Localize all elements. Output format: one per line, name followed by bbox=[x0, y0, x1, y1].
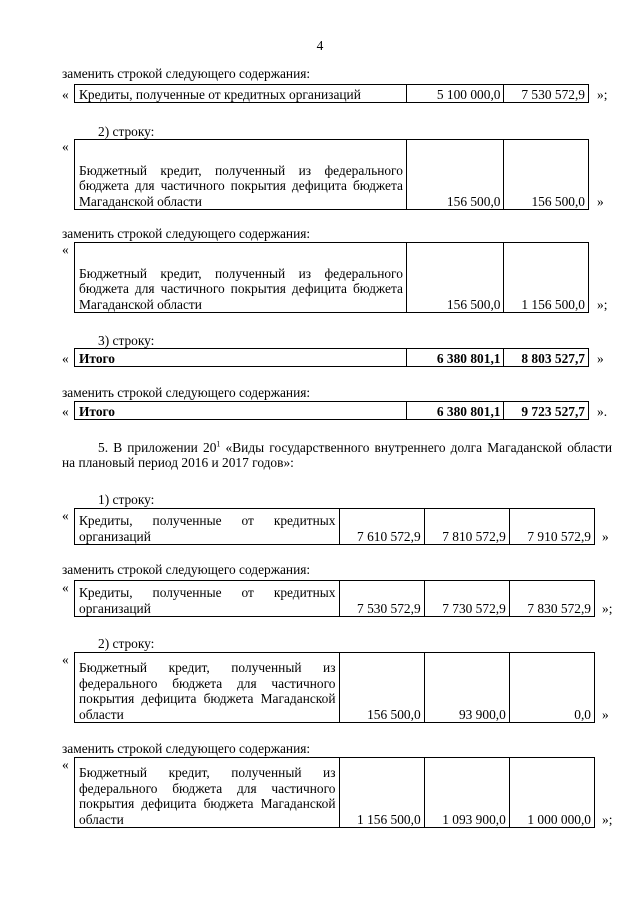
row-label: Кредиты, полученные от кредитных организаций bbox=[75, 85, 407, 103]
row-table bbox=[74, 652, 595, 723]
value-2017-first: 1 093 900,0 bbox=[424, 758, 509, 828]
close-quote: » bbox=[597, 350, 604, 366]
close-quote: » bbox=[597, 193, 604, 209]
open-quote: « bbox=[62, 86, 69, 102]
table-row-total-new bbox=[62, 401, 622, 419]
heading-suffix: «Виды государственного внутреннего долга Магаданской области на плановый период 2016 и 2017 годов»: bbox=[62, 440, 612, 471]
item-heading: 3) строку: bbox=[98, 333, 155, 348]
replace-intro: заменить строкой следующего содержания: bbox=[62, 741, 311, 756]
row-table bbox=[74, 757, 595, 828]
item-heading: 2) строку: bbox=[98, 636, 155, 651]
heading-superscript: 1 bbox=[216, 439, 221, 449]
open-quote: « bbox=[62, 242, 69, 257]
value-2017-first: 93 900,0 bbox=[424, 653, 509, 723]
value-2017-second: 7 910 572,9 bbox=[509, 509, 594, 545]
value-2015-first: 6 380 801,1 bbox=[406, 349, 504, 367]
section-heading bbox=[62, 440, 612, 471]
open-quote: « bbox=[62, 580, 69, 595]
row-table bbox=[74, 508, 595, 545]
table-row-total-old bbox=[62, 348, 622, 366]
table-row-budget-credit-old-2 bbox=[62, 652, 622, 722]
value-2016: 7 610 572,9 bbox=[339, 509, 424, 545]
heading-prefix: 5. В приложении 20 bbox=[98, 440, 217, 455]
page-number: 4 bbox=[316, 38, 324, 53]
row-table bbox=[74, 401, 589, 420]
value-2016: 1 156 500,0 bbox=[339, 758, 424, 828]
replace-intro: заменить строкой следующего содержания: bbox=[62, 226, 311, 241]
row-label: Итого bbox=[75, 349, 407, 367]
close-quote: »; bbox=[602, 811, 613, 827]
table-row-credit-orgs-new-2 bbox=[62, 580, 622, 616]
value-2015-first: 6 380 801,1 bbox=[406, 402, 504, 420]
row-label: Кредиты, полученные от кредитных организаций bbox=[75, 581, 340, 617]
value-2017-second: 7 830 572,9 bbox=[509, 581, 594, 617]
row-table bbox=[74, 84, 589, 103]
close-quote: »; bbox=[597, 86, 608, 102]
value-2017-first: 7 730 572,9 bbox=[424, 581, 509, 617]
row-label: Бюджетный кредит, полученный из федерального бюджета для частичного покрытия дефицита бюджета Магаданской области bbox=[75, 758, 340, 828]
replace-intro: заменить строкой следующего содержания: bbox=[62, 66, 311, 81]
close-quote: »; bbox=[602, 600, 613, 616]
close-quote: »; bbox=[597, 296, 608, 312]
table-row-credit-orgs-new bbox=[62, 84, 622, 102]
open-quote: « bbox=[62, 757, 69, 772]
value-2015-second: 7 530 572,9 bbox=[504, 85, 589, 103]
row-table bbox=[74, 139, 589, 210]
close-quote: » bbox=[602, 706, 609, 722]
item-heading: 2) строку: bbox=[98, 124, 155, 139]
row-table bbox=[74, 580, 595, 617]
value-2015-second: 1 156 500,0 bbox=[504, 243, 589, 313]
open-quote: « bbox=[62, 350, 69, 366]
value-2017-second: 1 000 000,0 bbox=[509, 758, 594, 828]
value-2015-second: 9 723 527,7 bbox=[504, 402, 589, 420]
value-2017-first: 7 810 572,9 bbox=[424, 509, 509, 545]
row-label: Кредиты, полученные от кредитных организаций bbox=[75, 509, 340, 545]
replace-intro: заменить строкой следующего содержания: bbox=[62, 385, 311, 400]
value-2015-first: 156 500,0 bbox=[406, 140, 504, 210]
value-2016: 7 530 572,9 bbox=[339, 581, 424, 617]
value-2015-first: 156 500,0 bbox=[406, 243, 504, 313]
row-table bbox=[74, 348, 589, 367]
row-label: Бюджетный кредит, полученный из федерального бюджета для частичного покрытия дефицита бюджета Магаданской области bbox=[75, 243, 407, 313]
value-2017-second: 0,0 bbox=[509, 653, 594, 723]
row-table bbox=[74, 242, 589, 313]
close-quote: ». bbox=[597, 403, 608, 419]
value-2015-second: 156 500,0 bbox=[504, 140, 589, 210]
row-label: Бюджетный кредит, полученный из федерального бюджета для частичного покрытия дефицита бюджета Магаданской области bbox=[75, 140, 407, 210]
item-heading: 1) строку: bbox=[98, 492, 155, 507]
open-quote: « bbox=[62, 508, 69, 523]
value-2016: 156 500,0 bbox=[339, 653, 424, 723]
value-2015-second: 8 803 527,7 bbox=[504, 349, 589, 367]
open-quote: « bbox=[62, 403, 69, 419]
row-label: Итого bbox=[75, 402, 407, 420]
open-quote: « bbox=[62, 139, 69, 154]
row-label: Бюджетный кредит, полученный из федерального бюджета для частичного покрытия дефицита бюджета Магаданской области bbox=[75, 653, 340, 723]
table-row-budget-credit-new bbox=[62, 242, 622, 312]
open-quote: « bbox=[62, 652, 69, 667]
value-2015-first: 5 100 000,0 bbox=[406, 85, 504, 103]
table-row-budget-credit-new-2 bbox=[62, 757, 622, 827]
close-quote: » bbox=[602, 528, 609, 544]
replace-intro: заменить строкой следующего содержания: bbox=[62, 562, 311, 577]
table-row-credit-orgs-old bbox=[62, 508, 622, 544]
table-row-budget-credit-old bbox=[62, 139, 622, 209]
